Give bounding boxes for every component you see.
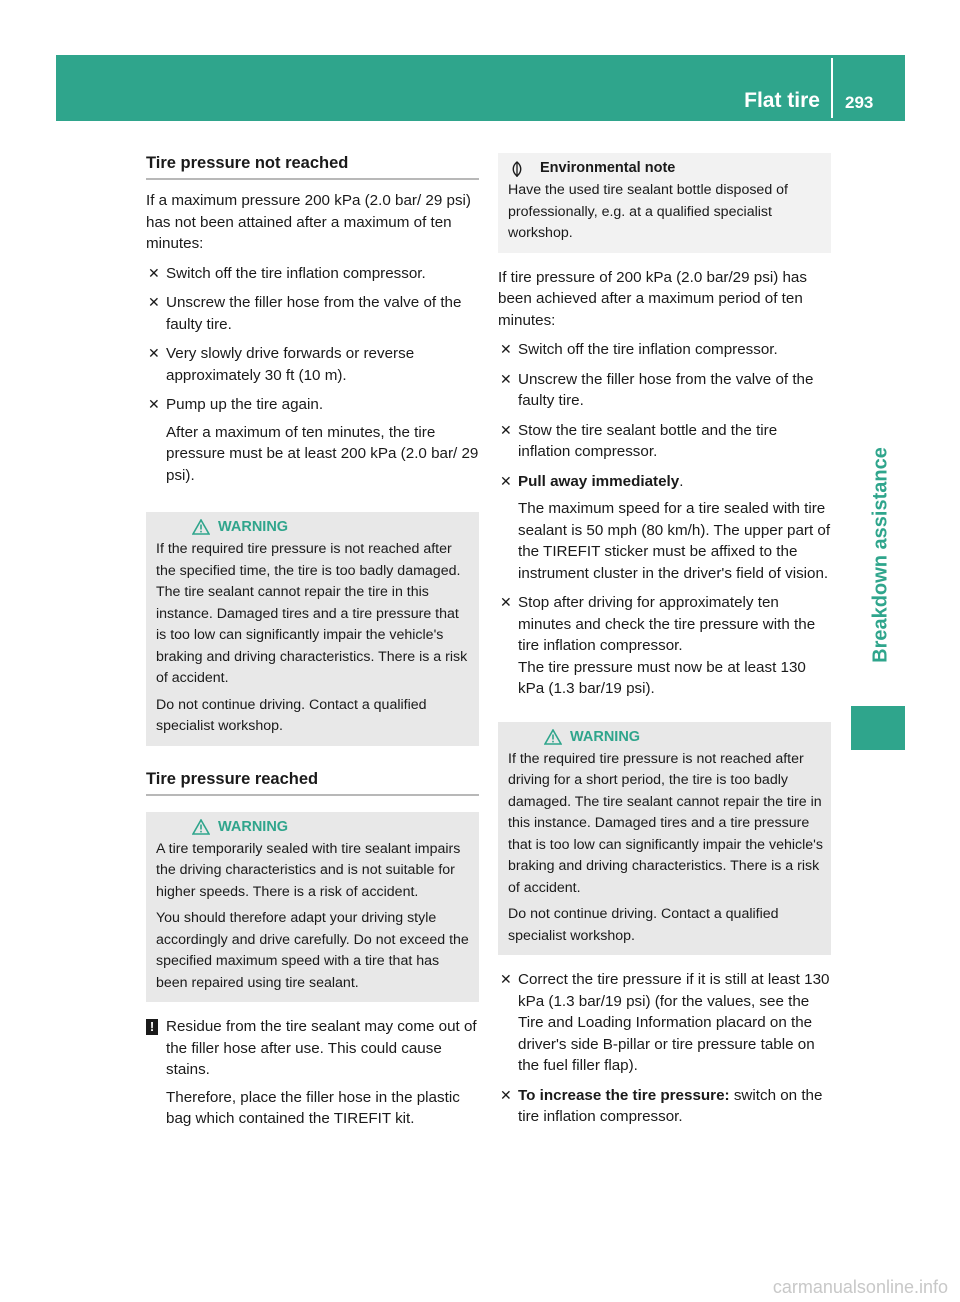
heading-pressure-not-reached: Tire pressure not reached [146,154,349,172]
step-text: Correct the tire pressure if it is still at least 130 kPa (1.3 bar/19 psi) (for the values, see the Tire and Loading Information placard on the driver's side B-pillar or tire pressure table on the fuel filler flap). [518,971,830,1074]
step-result: After a maximum of ten minutes, the tire pressure must be at least 200 kPa (2.0 bar/ 29 psi). [166,423,479,484]
warning-title: WARNING [570,728,641,745]
step-text: Stop after driving for approximately ten minutes and check the tire pressure with the tire inflation compressor. [518,594,816,654]
instruction-step [498,369,831,412]
instruction-step [498,471,831,585]
exclamation-icon: ! [146,1019,158,1035]
heading-rule [146,178,479,180]
warning-title: WARNING [218,519,289,535]
instruction-step [146,394,479,486]
environment-note-header [508,158,825,180]
sidebar-chapter-label [870,430,892,680]
step-text-bold: To increase the tire pressure: [518,1086,730,1104]
arrow-x-icon: ✕ [500,971,512,987]
damage-note [146,1016,479,1130]
environment-note-title: Environmental note [540,160,676,176]
section-title: Flat tire [744,89,820,112]
warning-text: If the required tire pressure is not reached after the specified time, the tire is too badly damaged. The tire sealant cannot repair the tire in this instance. Damaged tires and a tire pressure that is too low can significantly impair the vehicle's braking and driving characteristics. There is a risk of accident. [156,541,468,686]
arrow-x-icon: ✕ [500,472,512,489]
instruction-step [498,1085,831,1128]
arrow-x-icon: ✕ [500,1086,512,1103]
step-text-bold: Pull away immediately [518,472,680,490]
left-column [146,152,479,1138]
environment-note-text: Have the used tire sealant bottle disposed of professionally, e.g. at a qualified specialist workshop. [508,182,788,241]
warning-text: Do not continue driving. Contact a qualified specialist workshop. [508,906,779,944]
warning-triangle-icon [192,819,210,835]
footer-watermark: carmanualsonline.info [772,1277,948,1297]
heading-rule [146,794,479,796]
warning-text: A tire temporarily sealed with tire sealant impairs the driving characteristics and is not suitable for higher speeds. There is a risk of accident. [156,840,461,900]
arrow-x-icon: ✕ [500,421,512,438]
instruction-step [498,420,831,463]
right-column [498,153,831,1136]
instruction-step [498,969,831,1077]
arrow-x-icon: ✕ [148,396,160,412]
step-text: Pump up the tire again. [166,396,324,413]
heading-pressure-reached: Tire pressure reached [146,769,319,788]
instruction-step [146,343,479,386]
arrow-x-icon: ✕ [500,341,512,357]
step-text: switch on the tire inflation compressor. [518,1086,823,1125]
arrow-x-icon: ✕ [500,594,512,610]
warning-text: Do not continue driving. Contact a qualified specialist workshop. [156,696,427,734]
warning-text: You should therefore adapt your driving style accordingly and drive carefully. Do not exceed the specified maximum speed with a tire that has been repaired using tire sealant. [156,910,469,991]
warning-box [146,812,479,1003]
step-text: Stow the tire sealant bottle and the tire inflation compressor. [518,421,778,460]
warning-header [508,727,825,749]
warning-box [498,722,831,956]
intro-text: If a maximum pressure 200 kPa (2.0 bar/ 29 psi) has not been attained after a maximum of ten minutes: [146,192,471,252]
warning-header [156,817,473,839]
note-text: Residue from the tire sealant may come out of the filler hose after use. This could cause stains. [166,1018,477,1078]
step-text: Very slowly drive forwards or reverse approximately 30 ft (10 m). [166,345,415,384]
instruction-step [498,592,831,700]
step-text: Switch off the tire inflation compressor. [518,341,778,358]
warning-box [146,512,479,746]
sidebar-chapter-text: Breakdown assistance [869,447,892,663]
arrow-x-icon: ✕ [500,370,512,387]
environment-note-box [498,153,831,253]
warning-triangle-icon [192,519,210,535]
intro-text: If tire pressure of 200 kPa (2.0 bar/29 psi) has been achieved after a maximum period of ten minutes: [498,268,807,329]
arrow-x-icon: ✕ [148,264,160,281]
page-number: 293 [845,93,874,112]
instruction-step [498,339,831,361]
warning-text: If the required tire pressure is not reached after driving for a short period, the tire is too badly damaged. The tire sealant cannot repair the tire in this instance. Damaged tires and a tire pressure that is too low can significantly impair the vehicle's braking and driving characteristics. There is a risk of accident. [508,750,823,896]
step-text: Unscrew the filler hose from the valve of the faulty tire. [518,370,814,409]
step-result: The tire pressure must now be at least 130 kPa (1.3 bar/19 psi). [518,658,806,697]
note-text: Therefore, place the filler hose in the plastic bag which contained the TIREFIT kit. [166,1088,460,1127]
step-text-period: . [679,472,684,490]
step-result: The maximum speed for a tire sealed with tire sealant is 50 mph (80 km/h). The upper part of the TIREFIT sticker must be affixed to the instrument cluster in the driver's field of vision. [518,500,831,582]
sidebar-chapter-tab [851,706,905,750]
leaf-bulb-icon [508,160,526,178]
arrow-x-icon: ✕ [148,294,160,310]
instruction-step [146,263,479,285]
step-text: Unscrew the filler hose from the valve of the faulty tire. [166,294,462,333]
warning-header [156,517,473,539]
warning-title: WARNING [218,818,289,835]
header-separator [831,58,833,118]
instruction-step [146,292,479,335]
arrow-x-icon: ✕ [148,345,160,361]
step-text: Switch off the tire inflation compressor. [166,264,426,282]
warning-triangle-icon [544,729,562,745]
